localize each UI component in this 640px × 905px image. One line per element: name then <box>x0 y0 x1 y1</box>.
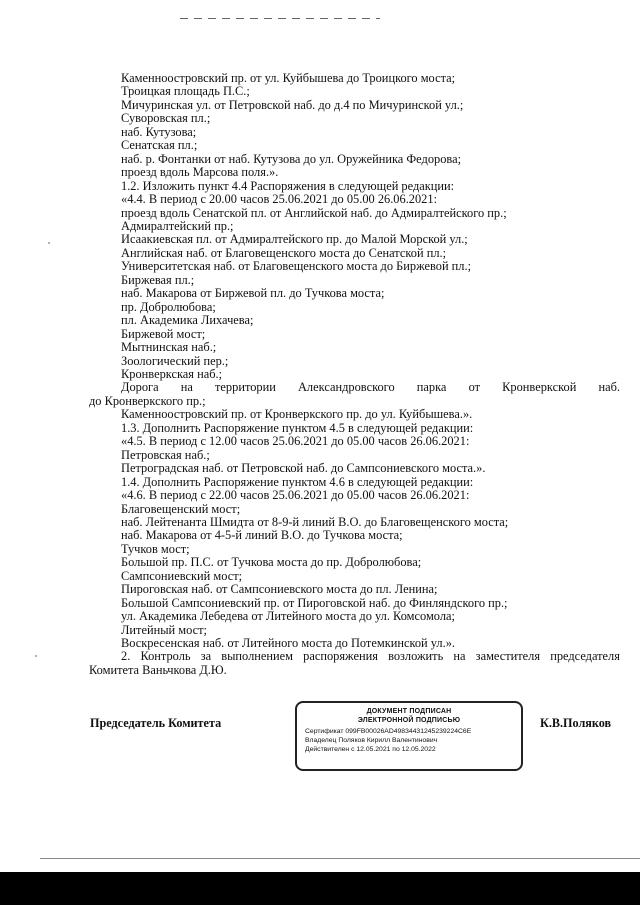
electronic-signature-stamp <box>295 701 523 771</box>
text-line: Суворовская пл.; <box>121 111 211 126</box>
text-line: Исаакиевская пл. от Адмиралтейского пр. до Малой Морской ул.; <box>121 232 468 247</box>
signer-name: К.В.Поляков <box>540 716 612 730</box>
word: выполнением <box>221 649 293 664</box>
word: на <box>180 380 193 395</box>
text-line: Зоологический пер.; <box>121 353 229 368</box>
text-line: Петровская наб.; <box>121 447 210 462</box>
text-line: «4.5. В период с 12.00 часов 25.06.2021 до 05.00 часов 26.06.2021: <box>121 434 470 449</box>
word: 2. <box>121 649 131 664</box>
scan-artifact-bottom <box>40 858 640 859</box>
text-line: Университетская наб. от Благовещенского моста до Биржевой пл.; <box>121 259 472 274</box>
scan-bottom-edge <box>0 872 640 905</box>
word: Кронверкской <box>502 380 577 395</box>
stamp-title <box>297 707 521 725</box>
text-line: проезд вдоль Марсова поля.». <box>121 165 279 180</box>
text-line: пл. Академика Лихачева; <box>121 313 254 328</box>
text-line: наб. Лейтенанта Шмидта от 8-9-й линий В.О. до Благовещенского моста; <box>121 514 509 529</box>
stamp-details <box>297 728 521 754</box>
text-line: 1.2. Изложить пункт 4.4 Распоряжения в следующей редакции: <box>121 178 455 193</box>
text-line: наб. Кутузова; <box>121 124 197 139</box>
text-line: наб. Макарова от Биржевой пл. до Тучкова моста; <box>121 286 385 301</box>
text-line: Мытнинская наб.; <box>121 340 217 355</box>
stamp-owner: Владелец Поляков Кирилл Валентинович <box>305 736 438 744</box>
text-line: Каменноостровский пр. от ул. Куйбышева до Троицкого моста; <box>121 71 456 85</box>
word: заместителя <box>475 649 541 664</box>
word: за <box>200 649 212 664</box>
text-line: Сенатская пл.; <box>121 138 198 153</box>
word: Контроль <box>140 649 191 664</box>
text-line: Воскресенская наб. от Литейного моста до Потемкинской ул.». <box>121 636 456 651</box>
text-line: Английская наб. от Благовещенского моста до Сенатской пл.; <box>121 245 447 260</box>
stamp-validity: Действителен с 12.05.2021 по 12.05.2022 <box>305 745 436 753</box>
document-body <box>0 72 640 677</box>
text-line: пр. Добролюбова; <box>121 299 216 314</box>
word: Дорога <box>121 380 159 395</box>
text-line: Пироговская наб. от Сампсониевского моста до пл. Ленина; <box>121 582 438 597</box>
text-line: до Кронверкского пр.; <box>89 393 206 408</box>
text-line: Сампсониевский мост; <box>121 568 243 583</box>
text-line: ул. Академика Лебедева от Литейного моста до ул. Комсомола; <box>121 609 455 624</box>
text-line: Петроградская наб. от Петровской наб. до Сампсониевского моста.». <box>121 461 486 476</box>
paragraph-2 <box>0 650 640 663</box>
text-line: Литейный мост; <box>121 622 207 637</box>
text-line: проезд вдоль Сенатской пл. от Английской наб. до Адмиралтейского пр.; <box>121 205 507 220</box>
text-line: 1.4. Дополнить Распоряжение пунктом 4.6 в следующей редакции: <box>121 474 474 489</box>
stamp-title-line-1: ДОКУМЕНТ ПОДПИСАН <box>366 708 452 715</box>
word: от <box>468 380 481 395</box>
text-line: Каменноостровский пр. от Кронверкского пр. до ул. Куйбышева.». <box>121 407 473 422</box>
justified-line <box>0 381 640 394</box>
text-line: Комитета Ваньчкова Д.Ю. <box>89 662 227 677</box>
text-line: 1.3. Дополнить Распоряжение пунктом 4.5 в следующей редакции: <box>121 420 474 435</box>
text-line: Большой Сампсониевский пр. от Пироговской наб. до Финляндского пр.; <box>121 595 508 610</box>
text-line: «4.4. В период с 20.00 часов 25.06.2021 до 05.00 26.06.2021: <box>121 192 438 207</box>
word: Александровского <box>297 380 395 395</box>
stamp-certificate: Сертификат 099FB00026AD49834431245239224C6E <box>305 728 472 735</box>
scan-artifact-top <box>180 18 380 19</box>
word: наб. <box>598 380 620 395</box>
text-line: Тучков мост; <box>121 541 190 556</box>
text-line: Троицкая площадь П.С.; <box>121 84 250 99</box>
text-line: наб. Макарова от 4-5-й линий В.О. до Тучкова моста; <box>121 528 403 543</box>
word: парка <box>416 380 447 395</box>
text-line: Мичуринская ул. от Петровской наб. до д.4 по Мичуринской ул.; <box>121 97 464 112</box>
text-line: Биржевой мост; <box>121 326 206 341</box>
chairman-title: Председатель Комитета <box>90 716 222 730</box>
word: председателя <box>550 649 620 664</box>
text-line: Благовещенский мост; <box>121 501 241 516</box>
word: возложить <box>388 649 444 664</box>
text-line: Кронверкская наб.; <box>121 366 223 381</box>
text-line: «4.6. В период с 22.00 часов 25.06.2021 до 05.00 часов 26.06.2021: <box>121 488 470 503</box>
word: на <box>453 649 466 664</box>
word: распоряжения <box>303 649 378 664</box>
text-line: Большой пр. П.С. от Тучкова моста до пр. Добролюбова; <box>121 555 422 570</box>
text-line: наб. р. Фонтанки от наб. Кутузова до ул. Оружейника Федорова; <box>121 151 462 166</box>
text-line: Адмиралтейский пр.; <box>121 218 234 233</box>
stamp-title-line-2: ЭЛЕКТРОННОЙ ПОДПИСЬЮ <box>357 717 461 724</box>
text-line: Биржевая пл.; <box>121 272 195 287</box>
word: территории <box>215 380 276 395</box>
